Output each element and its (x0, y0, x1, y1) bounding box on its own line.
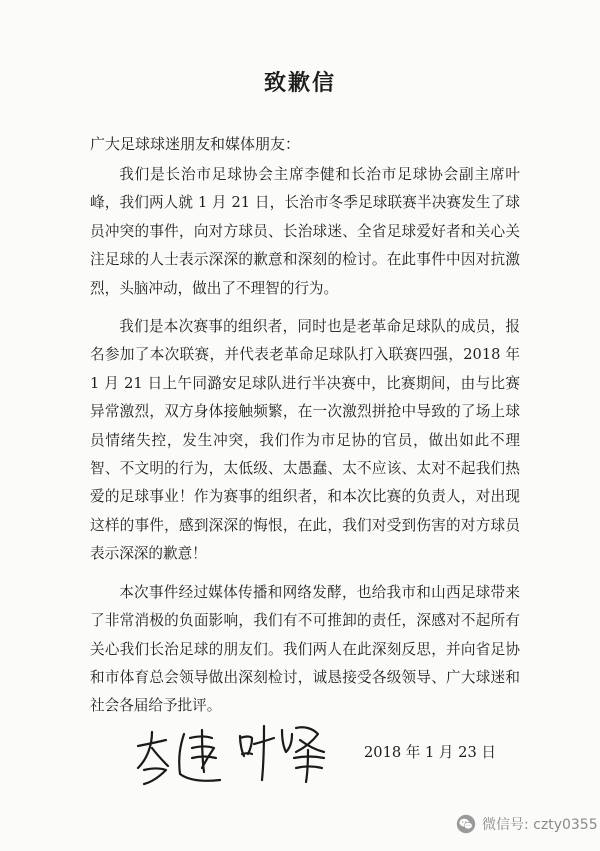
paragraph-2: 我们是本次赛事的组织者，同时也是老革命足球队的成员，报名参加了本次联赛，并代表老革命足球队打入联赛四强，2018 年 1 月 21 日上午同潞安足球队进行半决赛中，比赛期间，由与比赛异常激烈，双方身体接触频繁，在一次激烈拼抢中导致的了场上球员情绪失控，发生冲突，我们作为市足协的官员，做出如此不理智、不文明的行为，太低级、太愚蠢、太不应该、太对不起我们热爱的足球事业！作为赛事的组织者，和本次比赛的负责人，对出现这样的事件，感到深深的悔恨，在此，我们对受到伤害的对方球员表示深深的歉意！ (90, 318, 520, 563)
signatures (130, 724, 350, 788)
letter-title: 致歉信 (263, 70, 336, 96)
wechat-watermark (456, 812, 598, 836)
signature-ye-feng (234, 720, 334, 784)
watermark-text: 微信号: czty0355 (482, 817, 598, 833)
signature-li-jian (130, 724, 230, 788)
letter-date: 2018 年 1 月 23 日 (364, 744, 496, 761)
paragraph-3: 本次事件经过媒体传播和网络发酵，也给我市和山西足球带来了非常消极的负面影响，我们有不可推卸的责任，深感对不起所有关心我们长治足球的朋友们。我们两人在此深刻反思，并向省足协和市体育总会领导做出深刻检讨，诚恳接受各级领导、广大球迷和社会各届给予批评。 (90, 583, 520, 715)
wechat-icon (456, 814, 476, 834)
letter-body (90, 161, 520, 731)
paragraph-1: 我们是长治市足球协会主席李健和长治市足球协会副主席叶峰，我们两人就 1 月 21 日，长治市冬季足球联赛半决赛发生了球员冲突的事件，向对方球员、长治球迷、全省足球爱好者和关心关注足球的人士表示深深的歉意和深刻的检讨。在此事件中因对抗激烈，头脑冲动，做出了不理智的行为。 (90, 166, 520, 297)
letter-salutation: 广大足球球迷朋友和媒体朋友： (90, 135, 301, 153)
